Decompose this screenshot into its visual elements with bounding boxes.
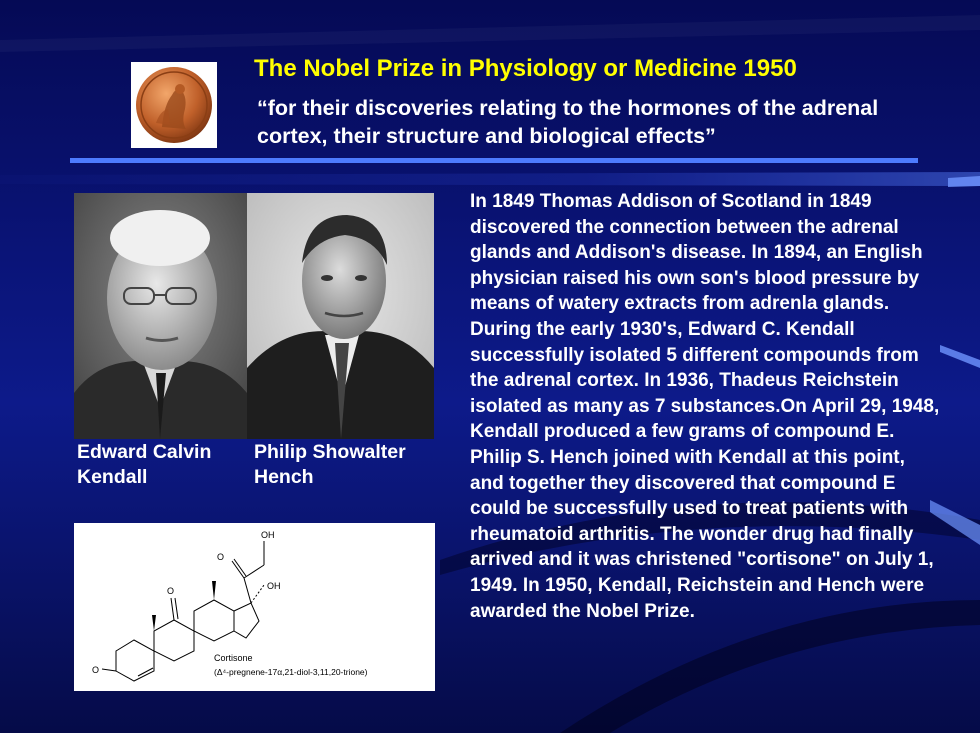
- structure-iupac: (Δ⁴-pregnene-17α,21-diol-3,11,20-trione): [214, 667, 368, 677]
- caption-hench: Philip Showalter Hench: [254, 441, 406, 488]
- label-o-3: O: [92, 665, 100, 675]
- medal-icon: [134, 65, 214, 145]
- nobel-medal-image: [131, 62, 217, 148]
- label-oh-top: OH: [261, 530, 275, 540]
- history-paragraph: In 1849 Thomas Addison of Scotland in 1849 discovered the connection between the adrenal glands and Addison's disease. In 1894, an English physician raised his own son's blood pressure by means of watery extracts from adrenla glands. During the early 1930's, Edward C. Kendall successfully isolated 5 different compounds from the adrenal cortex. In 1936, Thadeus Reichstein isolated as many as 7 substances.On April 29, 1948, Kendall produced a few grams of compound E. Philip S. Hench joined with Kendall at this point, and together they discovered that compound E could be successfully used to treat patients with rheumatoid arthritis. The wonder drug had finally arrived and it was christened "cortisone" on July 1, 1949. In 1950, Kendall, Reichstein and Hench were awarded the Nobel Prize.: [470, 191, 940, 622]
- slide-title: The Nobel Prize in Physiology or Medicine 1950: [254, 55, 797, 82]
- label-o-side: O: [217, 552, 225, 562]
- label-o-11: O: [167, 586, 175, 596]
- structure-name: Cortisone: [214, 653, 253, 663]
- cortisone-structure: [74, 523, 435, 691]
- portrait-hench: [247, 193, 434, 439]
- divider-rule: [70, 158, 918, 163]
- caption-kendall: Edward Calvin Kendall: [77, 441, 212, 488]
- portrait-kendall: [74, 193, 247, 439]
- prize-citation: “for their discoveries relating to the hormones of the adrenal cortex, their structure and biological effects”: [257, 96, 879, 148]
- label-oh-17: OH: [267, 581, 281, 591]
